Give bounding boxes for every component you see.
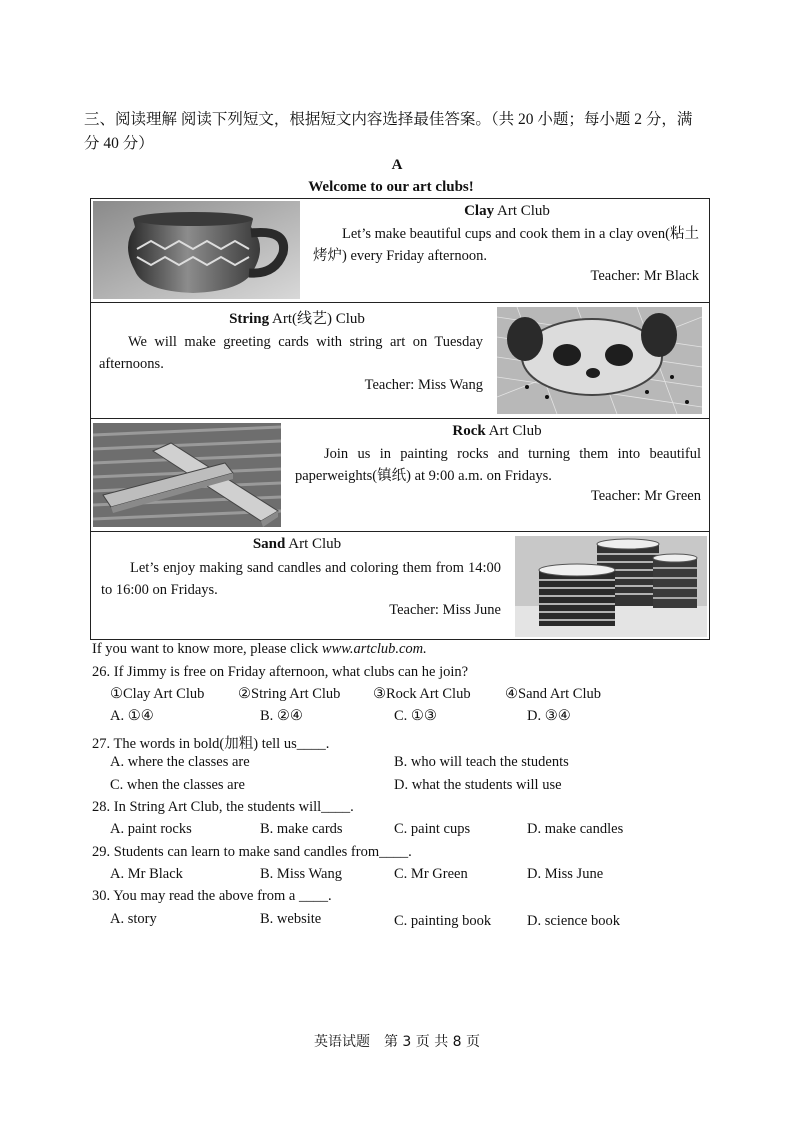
string-club-row <box>91 303 709 419</box>
q28-option-c[interactable]: C. paint cups <box>394 821 471 837</box>
sand-club-name: Sand Art Club <box>252 536 342 552</box>
q30-option-a[interactable]: A. story <box>110 911 157 927</box>
q29-option-b[interactable]: B. Miss Wang <box>260 866 342 882</box>
string-club-description: We will make greeting cards with string art on Tuesday afternoons. <box>99 334 483 372</box>
string-club-teacher: Teacher: Miss Wang <box>364 377 483 393</box>
q27-option-a[interactable]: A. where the classes are <box>110 754 250 770</box>
sand-club-row <box>91 532 709 641</box>
q27-option-d[interactable]: D. what the students will use <box>394 777 562 793</box>
q29-option-a[interactable]: A. Mr Black <box>110 866 183 882</box>
question-28-stem: 28. In String Art Club, the students will____. <box>92 799 354 815</box>
q26-sub-item-3: ③Rock Art Club <box>373 686 471 702</box>
sand-club-teacher: Teacher: Miss June <box>389 602 501 618</box>
q26-option-c[interactable]: C. ①③ <box>394 708 437 724</box>
rock-club-teacher: Teacher: Mr Green <box>590 488 701 504</box>
question-30-stem: 30. You may read the above from a ____. <box>92 888 332 904</box>
website-link[interactable]: www.artclub.com. <box>321 641 427 657</box>
sand-candles-photo <box>515 536 707 637</box>
more-info-line: If you want to know more, please click www.artclub.com. <box>92 641 427 657</box>
club-table <box>90 198 710 640</box>
q29-option-c[interactable]: C. Mr Green <box>394 866 468 882</box>
rock-club-name: Rock Art Club <box>452 423 542 439</box>
q30-option-d[interactable]: D. science book <box>527 913 621 929</box>
q28-option-b[interactable]: B. make cards <box>260 821 343 837</box>
q28-option-d[interactable]: D. make candles <box>527 821 624 837</box>
q26-sub-item-1: ①Clay Art Club <box>110 686 205 702</box>
q29-option-d[interactable]: D. Miss June <box>527 866 604 882</box>
q27-option-b[interactable]: B. who will teach the students <box>394 754 569 770</box>
passage-letter: A <box>391 157 403 173</box>
sand-club-description: Let’s enjoy making sand candles and coloring them from 14:00 to 16:00 on Fridays. <box>101 560 501 598</box>
q28-option-a[interactable]: A. paint rocks <box>110 821 192 837</box>
q30-option-c[interactable]: C. painting book <box>394 913 492 929</box>
clay-club-teacher: Teacher: Mr Black <box>590 268 699 284</box>
q26-option-a[interactable]: A. ①④ <box>110 708 154 724</box>
q26-option-d[interactable]: D. ③④ <box>527 708 571 724</box>
paperweight-photo <box>93 423 281 527</box>
clay-club-name: Clay Art Club <box>464 203 550 219</box>
question-29-stem: 29. Students can learn to make sand candles from____. <box>92 844 412 860</box>
q26-sub-item-4: ④Sand Art Club <box>505 686 601 702</box>
rock-club-row <box>91 419 709 532</box>
string-art-photo <box>497 307 702 414</box>
clay-club-description: Let’s make beautiful cups and cook them in a clay oven(粘土烤炉) every Friday afternoon. <box>313 226 699 264</box>
question-26-stem: 26. If Jimmy is free on Friday afternoon, what clubs can he join? <box>92 664 469 680</box>
q27-option-c[interactable]: C. when the classes are <box>110 777 245 793</box>
rock-club-description: Join us in painting rocks and turning them into beautiful paperweights(镇纸) at 9:00 a.m. on Fridays. <box>295 446 701 484</box>
string-club-name: String Art(线艺) Club <box>229 311 365 327</box>
section-instruction: 三、阅读理解 阅读下列短文，根据短文内容选择最佳答案。（共 20 小题；每小题 2 分，满分 40 分） <box>84 111 693 152</box>
question-27-stem: 27. The words in bold(加粗) tell us____. <box>92 736 330 752</box>
clay-club-row <box>91 199 709 303</box>
q30-option-b[interactable]: B. website <box>260 911 322 927</box>
q26-sub-item-2: ②String Art Club <box>238 686 341 702</box>
passage-title: Welcome to our art clubs! <box>308 179 474 195</box>
q26-option-b[interactable]: B. ②④ <box>260 708 303 724</box>
page-footer: 英语试题 第 3 页 共 8 页 <box>313 1034 481 1050</box>
clay-cup-photo <box>93 201 300 299</box>
